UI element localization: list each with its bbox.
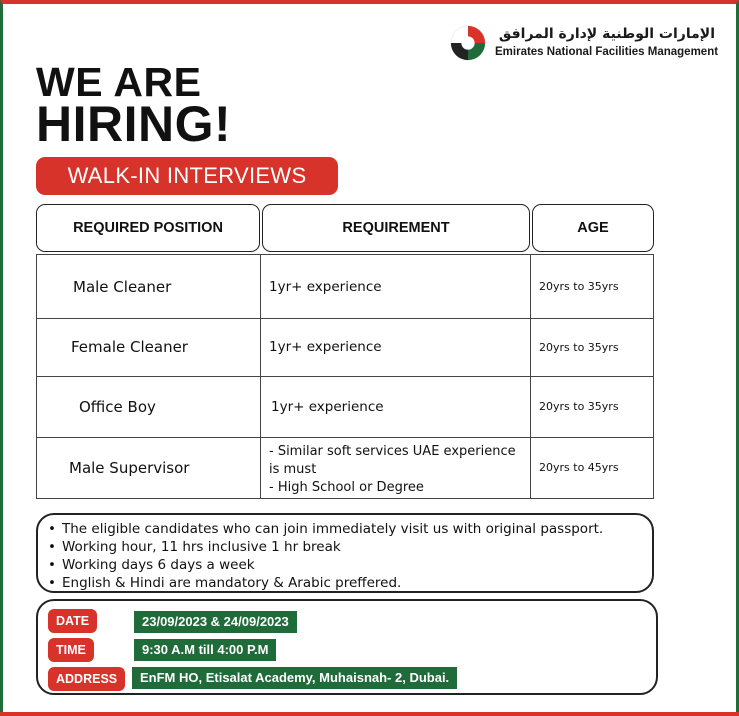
position-cell: Female Cleaner <box>37 318 261 376</box>
logo-arabic-text: الإمارات الوطنية لإدارة المرافق <box>498 26 715 42</box>
requirement-cell <box>261 437 531 498</box>
table-row <box>37 255 653 319</box>
note-item: • The eligible candidates who can join immediately visit us with original passport. <box>62 520 652 538</box>
age-cell: 20yrs to 35yrs <box>539 280 619 293</box>
interview-details <box>36 599 658 695</box>
table-row <box>37 318 653 377</box>
bottom-border <box>0 712 739 716</box>
date-value: 23/09/2023 & 24/09/2023 <box>134 611 297 633</box>
note-item: • Working hour, 11 hrs inclusive 1 hr break <box>62 538 652 556</box>
headline-line2: HIRING! <box>36 96 232 152</box>
table-row <box>37 376 653 438</box>
position-cell: Male Supervisor <box>37 437 261 498</box>
note-item: • Working days 6 days a week <box>62 556 652 574</box>
age-cell: 20yrs to 45yrs <box>539 461 619 474</box>
age-cell: 20yrs to 35yrs <box>539 400 619 413</box>
table-row <box>37 437 653 498</box>
logo-english-text: Emirates National Facilities Management <box>495 46 719 58</box>
address-label: ADDRESS <box>48 667 125 691</box>
date-label: DATE <box>48 609 97 633</box>
position-cell: Male Cleaner <box>37 255 261 318</box>
time-value: 9:30 A.M till 4:00 P.M <box>134 639 276 661</box>
headline-line1: WE ARE <box>36 59 202 105</box>
requirement-cell: 1yr+ experience <box>261 318 531 376</box>
position-cell: Office Boy <box>37 376 261 437</box>
time-label: TIME <box>48 638 94 662</box>
walk-in-banner: WALK-IN INTERVIEWS <box>36 157 338 195</box>
requirement-line: - High School or Degree <box>269 480 424 495</box>
positions-table <box>36 254 654 499</box>
header-requirement: REQUIREMENT <box>262 204 530 252</box>
requirement-cell: 1yr+ experience <box>261 376 531 437</box>
age-cell: 20yrs to 35yrs <box>539 340 619 354</box>
note-item: • English & Hindi are mandatory & Arabic preffered. <box>62 574 652 592</box>
company-logo <box>449 24 719 68</box>
requirement-cell: 1yr+ experience <box>261 255 531 318</box>
requirements-notes <box>36 513 654 593</box>
address-value: EnFM HO, Etisalat Academy, Muhaisnah- 2, Dubai. <box>132 667 457 689</box>
header-age: AGE <box>532 204 654 252</box>
header-position: REQUIRED POSITION <box>36 204 260 252</box>
enfm-logo-icon <box>449 24 487 62</box>
requirement-line: - Similar soft services UAE experience is must <box>269 444 516 477</box>
